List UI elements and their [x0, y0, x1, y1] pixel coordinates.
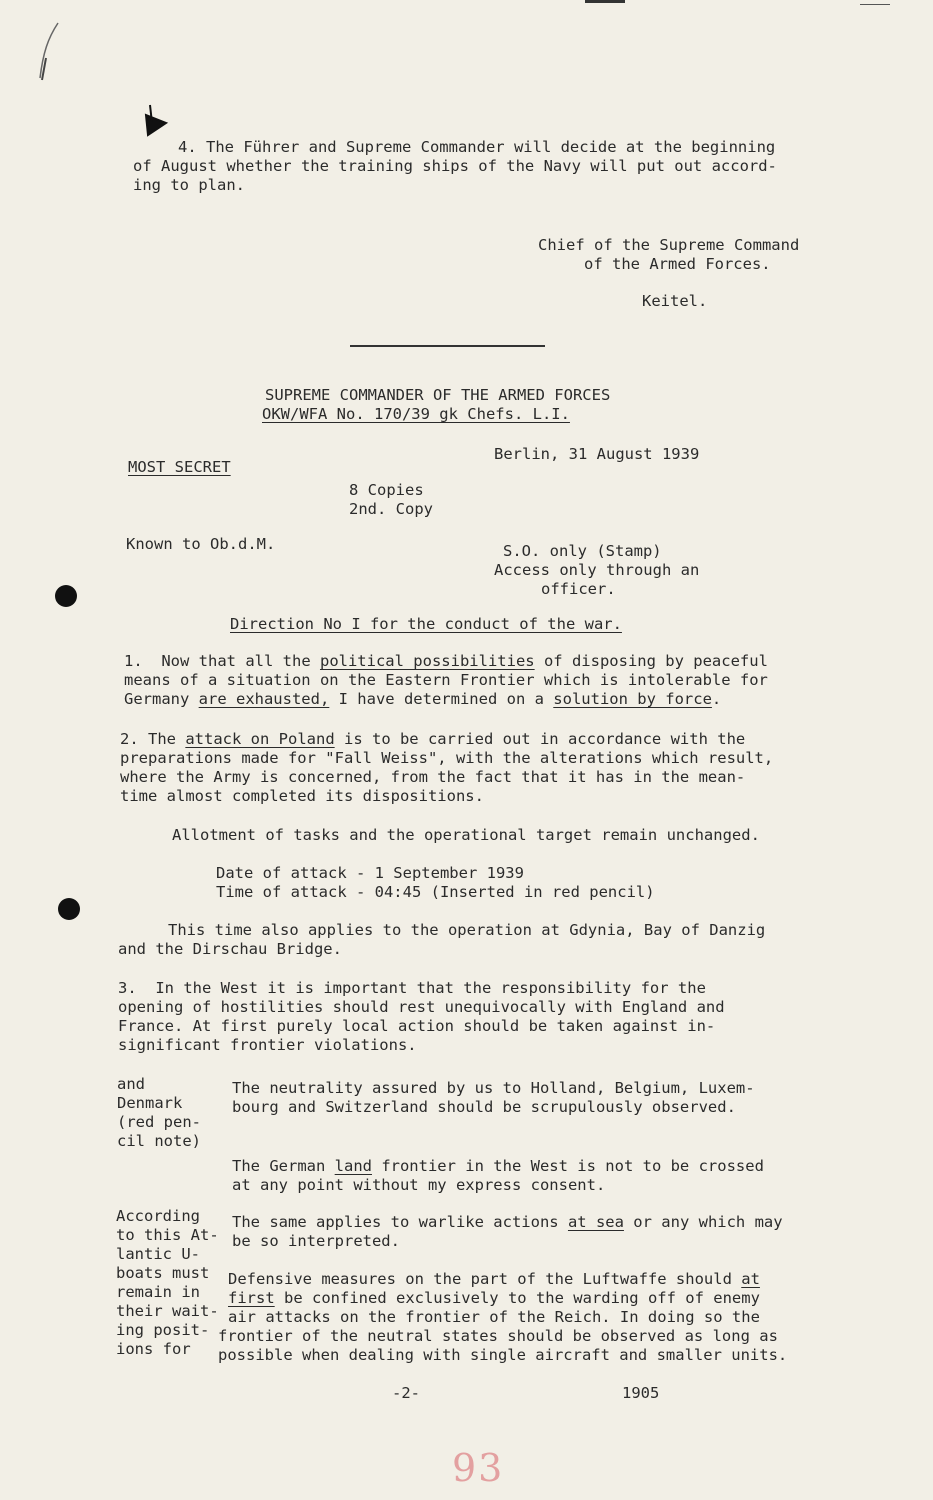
neutrality-line2: bourg and Switzerland should be scrupulously observed. [232, 1098, 736, 1116]
luftwaffe-text-cont: be confined exclusively to the warding off of enemy [274, 1289, 760, 1307]
punch-hole-lower [58, 898, 80, 920]
top-edge-mark-2 [860, 4, 890, 5]
luftwaffe-line4: frontier of the neutral states should be observed as long as [218, 1327, 778, 1345]
margin-note1-line1: and [117, 1075, 145, 1093]
para3-line1 [118, 979, 706, 998]
item4-line1: 4. The Führer and Supreme Commander will decide at the beginning [178, 138, 776, 156]
para2-line3: where the Army is concerned, from the fact that it has in the mean- [120, 768, 746, 786]
attack-date: Date of attack - 1 September 1939 [216, 864, 524, 882]
luftwaffe-line1 [228, 1270, 760, 1289]
document-header-title: SUPREME COMMANDER OF THE ARMED FORCES [265, 386, 611, 404]
gdynia-line1: This time also applies to the operation at Gdynia, Bay of Danzig [168, 921, 766, 939]
luftwaffe-line3: air attacks on the frontier of the Reich. In doing so the [228, 1308, 760, 1326]
allotment-line: Allotment of tasks and the operational target remain unchanged. [172, 826, 760, 844]
para1-underline-exhausted: are exhausted, [198, 690, 330, 708]
para1-text-germany: Germany [124, 690, 199, 708]
para1-text-determined: I have determined on a [329, 690, 554, 708]
signature-name: Keitel. [642, 292, 708, 310]
handwritten-page-number: 93 [452, 1446, 505, 1490]
para1-text: Now that all the [161, 652, 320, 670]
margin-note2-line2: to this At- [116, 1226, 219, 1244]
stamp-note-line3: officer. [541, 580, 616, 598]
para3-line2: opening of hostilities should rest unequivocally with England and [118, 998, 725, 1016]
para1-line2: means of a situation on the Eastern Frontier which is intolerable for [124, 671, 768, 689]
para2-underline-attack: attack on Poland [185, 730, 335, 748]
punch-hole-upper [55, 585, 77, 607]
sea-line2: be so interpreted. [232, 1232, 400, 1250]
dateline: Berlin, 31 August 1939 [494, 445, 700, 463]
document-number: 1905 [622, 1384, 660, 1402]
luftwaffe-underline-at: at [741, 1270, 760, 1288]
para1-underline-force: solution by force [553, 690, 712, 708]
margin-note2-line8: ions for [116, 1340, 191, 1358]
stamp-note-line2: Access only through an [494, 561, 700, 579]
para2-number: 2. [120, 730, 139, 748]
luftwaffe-line5: possible when dealing with single aircraft and smaller units. [218, 1346, 788, 1364]
top-edge-mark [585, 0, 625, 3]
para1-line1 [124, 652, 768, 671]
document-reference: OKW/WFA No. 170/39 gk Chefs. L.I. [262, 405, 570, 423]
sea-text-cont: or any which may [623, 1213, 783, 1231]
land-frontier-text-cont: frontier in the West is not to be crossed [371, 1157, 764, 1175]
para1-text-cont: of disposing by peaceful [534, 652, 768, 670]
signature-line2: of the Armed Forces. [584, 255, 771, 273]
para3-number: 3. [118, 979, 137, 997]
para3-line3: France. At first purely local action should be taken against in- [118, 1017, 716, 1035]
para1-number: 1. [124, 652, 143, 670]
known-to: Known to Ob.d.M. [126, 535, 276, 553]
item4-line2: of August whether the training ships of the Navy will put out accord- [133, 157, 777, 175]
direction-title: Direction No I for the conduct of the war. [230, 615, 622, 633]
land-frontier-text: The German [232, 1157, 335, 1175]
section-divider [350, 345, 545, 347]
sea-text: The same applies to warlike actions [232, 1213, 568, 1231]
margin-note2-line7: ing posit- [116, 1321, 210, 1339]
para3-text: In the West it is important that the responsibility for the [155, 979, 706, 997]
para1-line3 [124, 690, 721, 709]
para1-underline-political: political possibilities [319, 652, 535, 670]
margin-note2-line5: remain in [116, 1283, 200, 1301]
para2-line4: time almost completed its dispositions. [120, 787, 484, 805]
land-frontier-line1 [232, 1157, 764, 1176]
margin-note2-line6: their wait- [116, 1302, 219, 1320]
stamp-note-line1: S.O. only (Stamp) [503, 542, 662, 560]
margin-note2-line1: According [116, 1207, 200, 1225]
luftwaffe-underline-first: first [228, 1289, 275, 1307]
para2-line1 [120, 730, 745, 749]
page-number: -2- [392, 1384, 420, 1402]
para2-line2: preparations made for "Fall Weiss", with the alterations which result, [120, 749, 774, 767]
luftwaffe-text: Defensive measures on the part of the Luftwaffe should [228, 1270, 742, 1288]
margin-scratch-mark [18, 18, 78, 88]
classification-label: MOST SECRET [128, 458, 231, 476]
luftwaffe-line2 [228, 1289, 760, 1308]
attack-time: Time of attack - 04:45 (Inserted in red pencil) [216, 883, 655, 901]
margin-note2-line3: lantic U- [116, 1245, 200, 1263]
gdynia-line2: and the Dirschau Bridge. [118, 940, 342, 958]
margin-note1-line3: (red pen- [117, 1113, 201, 1131]
copy-number: 2nd. Copy [349, 500, 433, 518]
neutrality-line1: The neutrality assured by us to Holland, Belgium, Luxem- [232, 1079, 755, 1097]
para1-period: . [711, 690, 722, 708]
copies-count: 8 Copies [349, 481, 424, 499]
land-frontier-line2: at any point without my express consent. [232, 1176, 606, 1194]
sea-underline: at sea [567, 1213, 624, 1231]
margin-note1-line2: Denmark [117, 1094, 183, 1112]
land-underline: land [334, 1157, 372, 1175]
signature-line1: Chief of the Supreme Command [538, 236, 800, 254]
margin-note1-line4: cil note) [117, 1132, 201, 1150]
para2-text-cont: is to be carried out in accordance with the [334, 730, 746, 748]
para3-line4: significant frontier violations. [118, 1036, 417, 1054]
para2-text: The [148, 730, 186, 748]
margin-note2-line4: boats must [116, 1264, 210, 1282]
item4-line3: ing to plan. [133, 176, 245, 194]
arrow-mark-icon [140, 95, 180, 145]
sea-line1 [232, 1213, 783, 1232]
